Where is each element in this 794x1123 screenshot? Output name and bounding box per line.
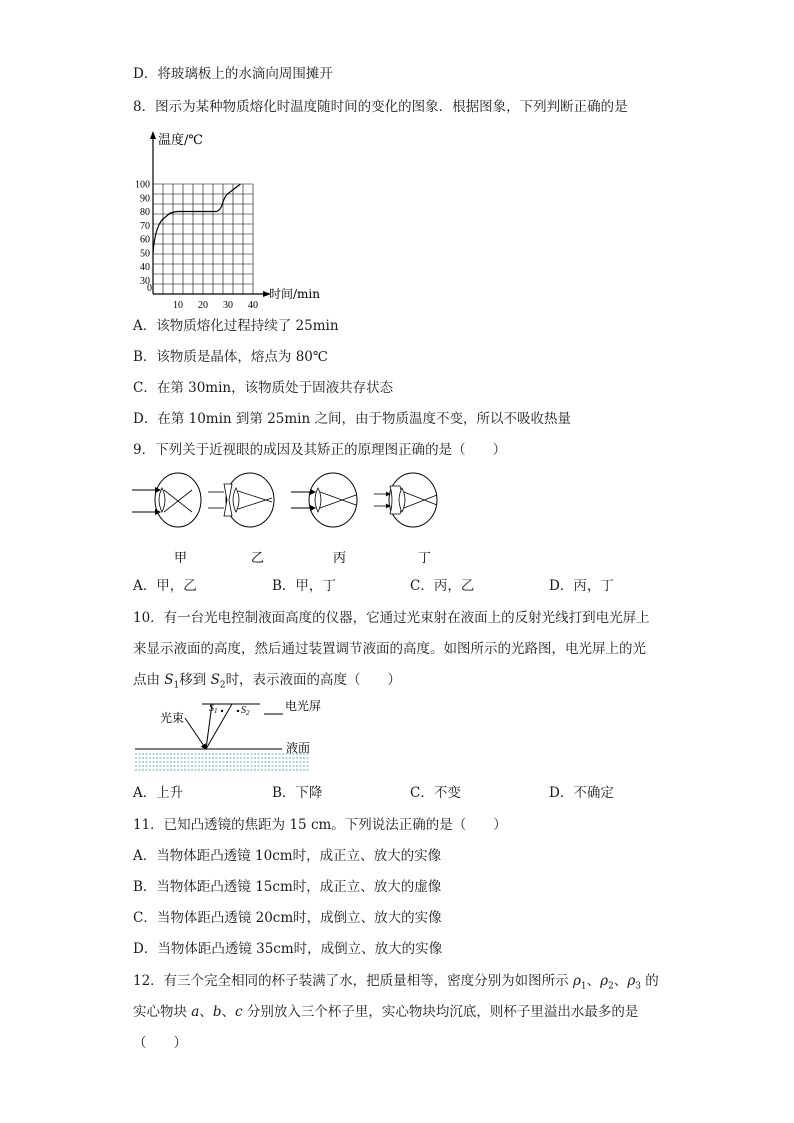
q8-y-tick-label: 30	[140, 275, 150, 287]
q12-var-c: c	[235, 1004, 243, 1020]
q10-beam-label: 光束	[160, 711, 185, 725]
q10-light-path-figure	[130, 696, 330, 778]
q12-text-2-post: 分别放入三个杯子里，实心物块均沉底，则杯子里溢出水最多的是	[242, 1004, 639, 1020]
q9-option-b: B．甲，丁	[272, 578, 336, 594]
q12-var-b: b	[212, 1004, 222, 1020]
q12-rho-sub-3: 3	[635, 981, 641, 992]
q12-sep-1: 、	[586, 973, 601, 989]
q10-option-b: B．下降	[272, 785, 323, 801]
q9-label-bing: 丙	[333, 551, 347, 566]
q9-label-yi: 乙	[251, 551, 265, 566]
q9-eye-svg	[128, 470, 458, 570]
q10-sub-1: 1	[173, 680, 180, 691]
q8-x-tick-label: 10	[173, 300, 183, 308]
q9-option-a: A．甲，乙	[133, 578, 197, 594]
eye-diagram-jia	[132, 473, 201, 527]
q10-incident-beam	[185, 718, 206, 749]
q12-stem-line2	[133, 1002, 638, 1022]
q10-s2-label: $S_2$	[241, 705, 250, 717]
q10-var-s1: S	[164, 672, 174, 688]
q8-grid	[153, 184, 253, 294]
q12-text-post: 的	[640, 973, 659, 989]
eye-diagram-ding	[374, 473, 437, 527]
q12-answer-bracket: （ ）	[133, 1035, 187, 1051]
q8-y-tick-labels	[135, 180, 150, 287]
q9-label-ding: 丁	[418, 551, 432, 566]
q8-option-b: B．该物质是晶体，熔点为 80℃	[133, 349, 328, 365]
q10-option-a: A．上升	[133, 785, 184, 801]
q10-option-c: C．不变	[410, 785, 461, 801]
q12-sep-2: 、	[613, 973, 628, 989]
q11-option-c: C．当物体距凸透镜 20cm时，成倒立、放大的实像	[133, 910, 442, 926]
q10-option-d: D．不确定	[549, 785, 614, 801]
q10-text-mid: 移到	[179, 672, 211, 688]
q12-rho-2: ρ	[600, 973, 609, 989]
q11-option-b: B．当物体距凸透镜 15cm时，成正立、放大的虚像	[133, 879, 442, 895]
eye-diagram-bing	[291, 473, 357, 527]
q8-option-c: C．在第 30min，该物质处于固液共存状态	[133, 380, 394, 396]
eye-diagram-yi	[208, 473, 274, 527]
q8-graph-svg	[128, 128, 348, 308]
q10-surface-label: 液面	[286, 741, 311, 755]
q8-stem: 8．图示为某种物质熔化时温度随时间的变化的图象．根据图象，下列判断正确的是	[133, 99, 628, 115]
q10-stem-line3	[133, 670, 401, 696]
q10-s1-label: $S_1$	[209, 703, 218, 715]
q8-temperature-graph	[128, 128, 348, 308]
q8-y-tick-label: 100	[135, 179, 150, 191]
q12-sep-b: 、	[221, 1004, 236, 1020]
q12-var-a: a	[191, 1004, 200, 1020]
q8-x-tick-label: 30	[223, 300, 233, 308]
q11-option-d: D．当物体距凸透镜 35cm时，成倒立、放大的实像	[133, 941, 443, 957]
q9-label-jia: 甲	[174, 551, 188, 566]
q8-y-axis-label: 温度/℃	[158, 133, 203, 148]
q12-rho-1: ρ	[572, 973, 581, 989]
q10-s1-point	[221, 710, 223, 712]
q8-option-d: D．在第 10min 到第 25min 之间，由于物质温度不变，所以不吸收热量	[133, 411, 571, 427]
q12-text: 12．有三个完全相同的杯子装满了水，把质量相等，密度分别为如图所示	[133, 973, 573, 989]
q12-text-2: 实心物块	[133, 1004, 192, 1020]
q11-option-a: A．当物体距凸透镜 10cm时，成正立、放大的实像	[133, 848, 442, 864]
q10-stem-line2: 来显示液面的高度，然后通过装置调节液面的高度。如图所示的光路图，电光屏上的光	[133, 641, 646, 657]
q10-text: 点由	[133, 672, 165, 688]
q8-x-axis-label: 时间/min	[269, 287, 320, 301]
q8-y-tick-label: 80	[140, 207, 150, 218]
q9-option-c: C．丙，乙	[410, 578, 475, 594]
q12-stem-line1	[133, 971, 659, 997]
q10-water-hatching	[135, 754, 310, 770]
q12-sep-a: 、	[199, 1004, 213, 1020]
q10-sub-2: 2	[219, 680, 226, 691]
q8-x-tick-labels	[173, 300, 258, 308]
q12-rho-sub-2: 2	[608, 981, 614, 992]
q10-var-s2: S	[210, 672, 220, 688]
q8-y-tick-label: 40	[140, 262, 150, 273]
q8-series-line	[153, 184, 241, 253]
q10-s2-point	[237, 710, 239, 712]
q10-text-post: 时，表示液面的高度（ ）	[225, 672, 402, 688]
q8-y-tick-label: 70	[140, 220, 150, 232]
q8-y-axis-arrow	[150, 131, 156, 139]
q8-y-tick-label: 90	[140, 193, 150, 205]
q8-origin-label: 0	[147, 283, 152, 294]
q9-eye-diagrams	[128, 470, 458, 570]
q8-y-tick-label: 50	[140, 248, 150, 260]
q8-x-tick-label: 20	[198, 300, 208, 308]
q7-option-d: D．将玻璃板上的水滴向周围摊开	[133, 66, 333, 82]
q8-option-a: A．该物质熔化过程持续了 25min	[133, 318, 339, 334]
q8-y-tick-label: 60	[140, 234, 150, 246]
q11-stem: 11．已知凸透镜的焦距为 15 cm。下列说法正确的是（ ）	[133, 817, 507, 833]
q10-screen-label: 电光屏	[285, 699, 322, 713]
q12-rho-3: ρ	[627, 973, 636, 989]
q9-stem: 9．下列关于近视眼的成因及其矫正的原理图正确的是（ ）	[133, 442, 507, 458]
q8-x-tick-label: 40	[248, 300, 258, 308]
q10-light-path-svg	[130, 696, 330, 778]
q12-rho-sub-1: 1	[580, 981, 587, 992]
q9-option-d: D．丙，丁	[549, 578, 614, 594]
q10-stem-line1: 10．有一台光电控制液面高度的仪器，它通过光束射在液面上的反射光线打到电光屏上	[133, 610, 650, 626]
